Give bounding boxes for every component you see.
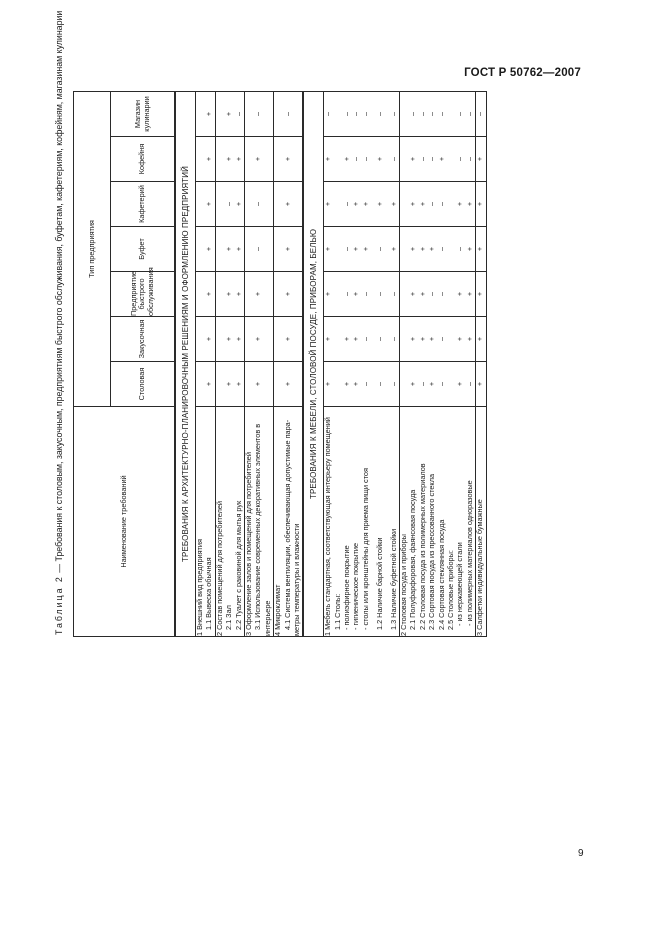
- mark-value: +: [360, 246, 370, 252]
- mark-cell: [244, 182, 273, 227]
- mark-value: +: [374, 156, 384, 162]
- mark-value: –: [282, 111, 292, 117]
- section-row: [175, 91, 196, 636]
- table-row: [400, 91, 476, 636]
- mark-value: –: [360, 111, 370, 117]
- mark-value: +: [475, 156, 485, 162]
- mark-value: +: [323, 381, 333, 387]
- requirement-cell: [476, 407, 486, 637]
- mark-cell: [196, 362, 216, 407]
- mark-value: +: [475, 291, 485, 297]
- mark-cell: [324, 272, 400, 317]
- mark-value: +: [388, 201, 398, 207]
- mark-value: +: [204, 381, 214, 387]
- mark-value: [293, 272, 302, 316]
- mark-value: –: [351, 111, 361, 117]
- mark-value: +: [360, 201, 370, 207]
- requirement-text: - столы или кронштейны для приема пищи стоя: [360, 468, 370, 630]
- mark-value: +: [282, 336, 292, 342]
- section-title: ТРЕБОВАНИЯ К АРХИТЕКТУРНО-ПЛАНИРОВОЧНЫМ РЕШЕНИЯМ И ОФОРМЛЕНИЮ ПРЕДПРИЯТИЙ: [175, 91, 196, 636]
- mark-value: +: [351, 336, 361, 342]
- table-row: [215, 91, 244, 636]
- header-col-kafeteriy: Кафетерий: [111, 182, 176, 227]
- mark-cell: [400, 137, 476, 182]
- mark-value: –: [342, 291, 352, 297]
- mark-value: –: [388, 111, 398, 117]
- mark-value: –: [417, 381, 427, 387]
- mark-value: +: [475, 201, 485, 207]
- mark-value: +: [464, 291, 474, 297]
- mark-value: +: [342, 381, 352, 387]
- mark-cell: [244, 137, 273, 182]
- mark-value: –: [436, 111, 446, 117]
- mark-value: –: [436, 381, 446, 387]
- mark-value: +: [475, 246, 485, 252]
- mark-cell: [324, 137, 400, 182]
- header-group-cell: Тип предприятия: [74, 91, 111, 406]
- mark-value: –: [253, 246, 263, 252]
- mark-value: +: [351, 381, 361, 387]
- mark-value: [293, 182, 302, 226]
- caption-text: — Требования к столовым, закусочным, предприятиям быстрого обслуживания, буфетам, кафетериям, кофейням, магазинам кулинарии: [54, 10, 64, 576]
- mark-cell: [215, 182, 244, 227]
- mark-value: +: [464, 246, 474, 252]
- mark-value: +: [253, 336, 263, 342]
- mark-cell: [244, 362, 273, 407]
- mark-cell: [244, 272, 273, 317]
- mark-cell: [244, 227, 273, 272]
- mark-cell: [196, 227, 216, 272]
- requirements-table: [73, 91, 487, 637]
- mark-value: +: [351, 246, 361, 252]
- mark-cell: [274, 227, 304, 272]
- mark-value: +: [282, 246, 292, 252]
- mark-value: –: [455, 246, 465, 252]
- mark-value: +: [204, 291, 214, 297]
- mark-value: +: [233, 246, 243, 252]
- mark-value: +: [417, 291, 427, 297]
- mark-value: +: [233, 291, 243, 297]
- requirement-text: 2 Столовая посуда и приборы: [399, 534, 409, 636]
- mark-value: +: [464, 336, 474, 342]
- mark-cell: [274, 362, 304, 407]
- mark-value: +: [224, 156, 234, 162]
- mark-cell: [324, 362, 400, 407]
- mark-value: –: [464, 381, 474, 387]
- mark-cell: [196, 272, 216, 317]
- mark-value: +: [323, 246, 333, 252]
- requirement-text: 1 Внешний вид предприятия: [195, 539, 204, 636]
- standard-number: ГОСТ Р 50762—2007: [464, 67, 581, 79]
- mark-value: –: [436, 246, 446, 252]
- mark-value: –: [253, 111, 263, 117]
- section-title: ТРЕБОВАНИЯ К МЕБЕЛИ, СТОЛОВОЙ ПОСУДЕ, ПРИБОРАМ, БЕЛЬЮ: [303, 91, 324, 636]
- mark-cell: [476, 182, 486, 227]
- mark-value: +: [417, 336, 427, 342]
- header-col-zakusochnaya: Закусочная: [111, 317, 176, 362]
- mark-cell: [244, 317, 273, 362]
- mark-value: +: [351, 201, 361, 207]
- mark-value: –: [374, 111, 384, 117]
- requirement-text: 1 Мебель стандартная, соответствующая интерьеру помещений: [323, 417, 333, 636]
- mark-value: –: [233, 111, 243, 117]
- mark-value: +: [408, 291, 418, 297]
- requirement-text: интерьере: [262, 600, 272, 636]
- mark-value: –: [417, 156, 427, 162]
- mark-value: –: [351, 156, 361, 162]
- mark-value: –: [323, 111, 333, 117]
- requirement-text: 2.3 Сортовая посуда из прессованного стекла: [427, 473, 437, 630]
- mark-value: [264, 137, 273, 181]
- mark-value: +: [233, 381, 243, 387]
- header-col-fast-service: Предприятие быстрого обслуживания: [111, 272, 176, 317]
- mark-cell: [215, 272, 244, 317]
- mark-value: [293, 227, 302, 271]
- mark-cell: [476, 137, 486, 182]
- mark-value: [264, 227, 273, 271]
- mark-value: +: [455, 336, 465, 342]
- mark-value: +: [427, 336, 437, 342]
- mark-value: [293, 362, 302, 406]
- mark-value: [264, 362, 273, 406]
- requirement-text: - гигиеническое покрытие: [351, 542, 361, 630]
- requirement-text: - полиэфирное покрытие: [342, 545, 352, 630]
- requirement-text: метры температуры и влажности: [291, 523, 301, 636]
- mark-value: [293, 317, 302, 361]
- mark-value: +: [323, 201, 333, 207]
- table-row: [274, 91, 304, 636]
- requirement-text: 2.4 Сортовая стеклянная посуда: [436, 519, 446, 630]
- mark-value: +: [282, 381, 292, 387]
- page-number: 9: [578, 848, 584, 859]
- mark-cell: [244, 91, 273, 136]
- mark-value: –: [374, 246, 384, 252]
- mark-value: –: [408, 111, 418, 117]
- table-row: [476, 91, 486, 636]
- mark-value: +: [204, 156, 214, 162]
- mark-value: –: [360, 291, 370, 297]
- mark-value: +: [224, 246, 234, 252]
- mark-value: +: [417, 246, 427, 252]
- mark-cell: [400, 272, 476, 317]
- mark-value: –: [427, 201, 437, 207]
- mark-value: –: [455, 111, 465, 117]
- mark-cell: [476, 362, 486, 407]
- mark-value: +: [224, 291, 234, 297]
- mark-value: –: [342, 246, 352, 252]
- mark-value: –: [427, 291, 437, 297]
- mark-cell: [274, 317, 304, 362]
- mark-value: +: [204, 336, 214, 342]
- mark-value: –: [436, 336, 446, 342]
- mark-value: +: [253, 381, 263, 387]
- mark-value: +: [233, 336, 243, 342]
- mark-value: +: [464, 201, 474, 207]
- mark-value: +: [351, 291, 361, 297]
- mark-value: [264, 272, 273, 316]
- mark-value: –: [360, 381, 370, 387]
- mark-cell: [274, 272, 304, 317]
- mark-value: +: [427, 246, 437, 252]
- mark-cell: [476, 272, 486, 317]
- mark-cell: [476, 317, 486, 362]
- mark-cell: [400, 182, 476, 227]
- mark-value: +: [224, 381, 234, 387]
- mark-value: +: [253, 291, 263, 297]
- requirement-cell: [196, 407, 216, 637]
- requirement-text: 4.1 Система вентиляции, обеспечивающая допустимые пара-: [282, 419, 292, 630]
- mark-value: +: [282, 291, 292, 297]
- mark-value: +: [408, 201, 418, 207]
- mark-value: +: [455, 291, 465, 297]
- mark-value: –: [455, 156, 465, 162]
- mark-cell: [274, 182, 304, 227]
- mark-value: +: [374, 201, 384, 207]
- mark-value: [293, 137, 302, 181]
- mark-value: –: [342, 111, 352, 117]
- header-col-bufet: Буфет: [111, 227, 176, 272]
- mark-value: +: [408, 246, 418, 252]
- header-name-cell: Наименование требований: [74, 407, 176, 637]
- mark-value: +: [323, 291, 333, 297]
- mark-cell: [274, 91, 304, 136]
- mark-value: +: [323, 336, 333, 342]
- mark-value: +: [408, 381, 418, 387]
- mark-cell: [400, 227, 476, 272]
- requirement-text: 3 Салфетки индивидуальные бумажные: [475, 499, 485, 636]
- mark-value: –: [464, 156, 474, 162]
- section-row: [303, 91, 324, 636]
- mark-value: –: [436, 291, 446, 297]
- mark-cell: [215, 362, 244, 407]
- mark-value: +: [204, 201, 214, 207]
- mark-value: +: [282, 156, 292, 162]
- mark-value: [264, 182, 273, 226]
- mark-value: +: [224, 336, 234, 342]
- header-col-kofeynya: Кофейня: [111, 137, 176, 182]
- caption-label: Таблица 2: [54, 575, 64, 635]
- requirement-cell: [274, 407, 304, 637]
- mark-cell: [196, 182, 216, 227]
- mark-cell: [215, 317, 244, 362]
- requirement-cell: [324, 407, 400, 637]
- mark-cell: [324, 317, 400, 362]
- mark-value: +: [475, 336, 485, 342]
- mark-value: –: [342, 201, 352, 207]
- mark-value: –: [360, 156, 370, 162]
- table-caption: [54, 0, 64, 635]
- mark-cell: [400, 317, 476, 362]
- mark-cell: [324, 91, 400, 136]
- mark-value: [293, 92, 302, 136]
- mark-value: +: [204, 111, 214, 117]
- requirement-text: 2.2 Столовая посуда из полимерных материалов: [417, 463, 427, 630]
- mark-value: +: [342, 156, 352, 162]
- requirement-cell: [400, 407, 476, 637]
- requirement-cell: [244, 407, 273, 637]
- mark-value: –: [253, 201, 263, 207]
- table-row: [324, 91, 400, 636]
- mark-cell: [400, 91, 476, 136]
- mark-cell: [324, 182, 400, 227]
- mark-value: –: [417, 111, 427, 117]
- mark-cell: [196, 137, 216, 182]
- mark-value: +: [475, 381, 485, 387]
- mark-value: –: [427, 111, 437, 117]
- mark-value: +: [417, 201, 427, 207]
- mark-value: +: [342, 336, 352, 342]
- mark-value: –: [374, 291, 384, 297]
- mark-value: –: [427, 156, 437, 162]
- header-col-kulinariya: Магазин кулинарии: [111, 91, 176, 136]
- mark-value: –: [464, 111, 474, 117]
- mark-value: –: [388, 291, 398, 297]
- requirement-text: - из полимерных материалов одноразовые: [464, 480, 474, 626]
- mark-value: –: [388, 336, 398, 342]
- mark-value: +: [436, 156, 446, 162]
- requirement-cell: [215, 407, 244, 637]
- table-row: [196, 91, 216, 636]
- mark-value: +: [233, 201, 243, 207]
- table-row: [244, 91, 273, 636]
- requirement-text: 2.2 Туалет с раковиной для мытья рук: [233, 500, 243, 630]
- mark-value: –: [475, 111, 485, 117]
- mark-cell: [274, 137, 304, 182]
- mark-value: [264, 317, 273, 361]
- mark-value: +: [282, 201, 292, 207]
- mark-value: +: [253, 156, 263, 162]
- mark-value: +: [204, 246, 214, 252]
- mark-cell: [324, 227, 400, 272]
- requirement-text: 3.1 Использование современных декоративных элементов в: [253, 423, 263, 630]
- mark-value: –: [388, 156, 398, 162]
- requirement-text: 2 Состав помещений для потребителей: [214, 501, 224, 636]
- header-col-stolovaya: Столовая: [111, 362, 176, 407]
- mark-cell: [215, 227, 244, 272]
- mark-cell: [476, 227, 486, 272]
- table-body: [175, 91, 486, 636]
- mark-value: +: [427, 381, 437, 387]
- mark-value: +: [224, 111, 234, 117]
- mark-value: –: [374, 336, 384, 342]
- requirement-text: 2.1 Зал: [224, 605, 234, 630]
- mark-value: [264, 92, 273, 136]
- mark-value: +: [233, 156, 243, 162]
- mark-value: +: [388, 246, 398, 252]
- requirement-text: - из нержавеющей стали: [455, 542, 465, 626]
- mark-cell: [215, 91, 244, 136]
- mark-value: –: [436, 201, 446, 207]
- mark-cell: [196, 317, 216, 362]
- requirement-text: 1.1 Вывеска обычная: [204, 557, 214, 630]
- requirement-text: 1.3 Наличие буфетной стойки: [388, 528, 398, 630]
- mark-value: +: [323, 156, 333, 162]
- requirement-text: 2.5 Столовые приборы:: [445, 550, 455, 630]
- mark-value: –: [224, 201, 234, 207]
- mark-value: +: [408, 156, 418, 162]
- requirement-text: 2.1 Полуфарфоровая, фаянсовая посуда: [408, 489, 418, 630]
- mark-cell: [215, 137, 244, 182]
- mark-value: –: [388, 381, 398, 387]
- mark-value: +: [408, 336, 418, 342]
- requirement-text: 4 Микроклимат: [273, 584, 283, 636]
- mark-cell: [400, 362, 476, 407]
- mark-cell: [476, 91, 486, 136]
- mark-value: +: [455, 201, 465, 207]
- mark-cell: [196, 91, 216, 136]
- mark-value: –: [360, 336, 370, 342]
- mark-value: +: [455, 381, 465, 387]
- requirement-text: 1.2 Наличие барной стойки: [374, 537, 384, 630]
- requirement-text: 1.1 Столы:: [332, 593, 342, 630]
- mark-value: –: [374, 381, 384, 387]
- requirement-text: 3 Оформление залов и помещений для потребителей: [243, 452, 253, 636]
